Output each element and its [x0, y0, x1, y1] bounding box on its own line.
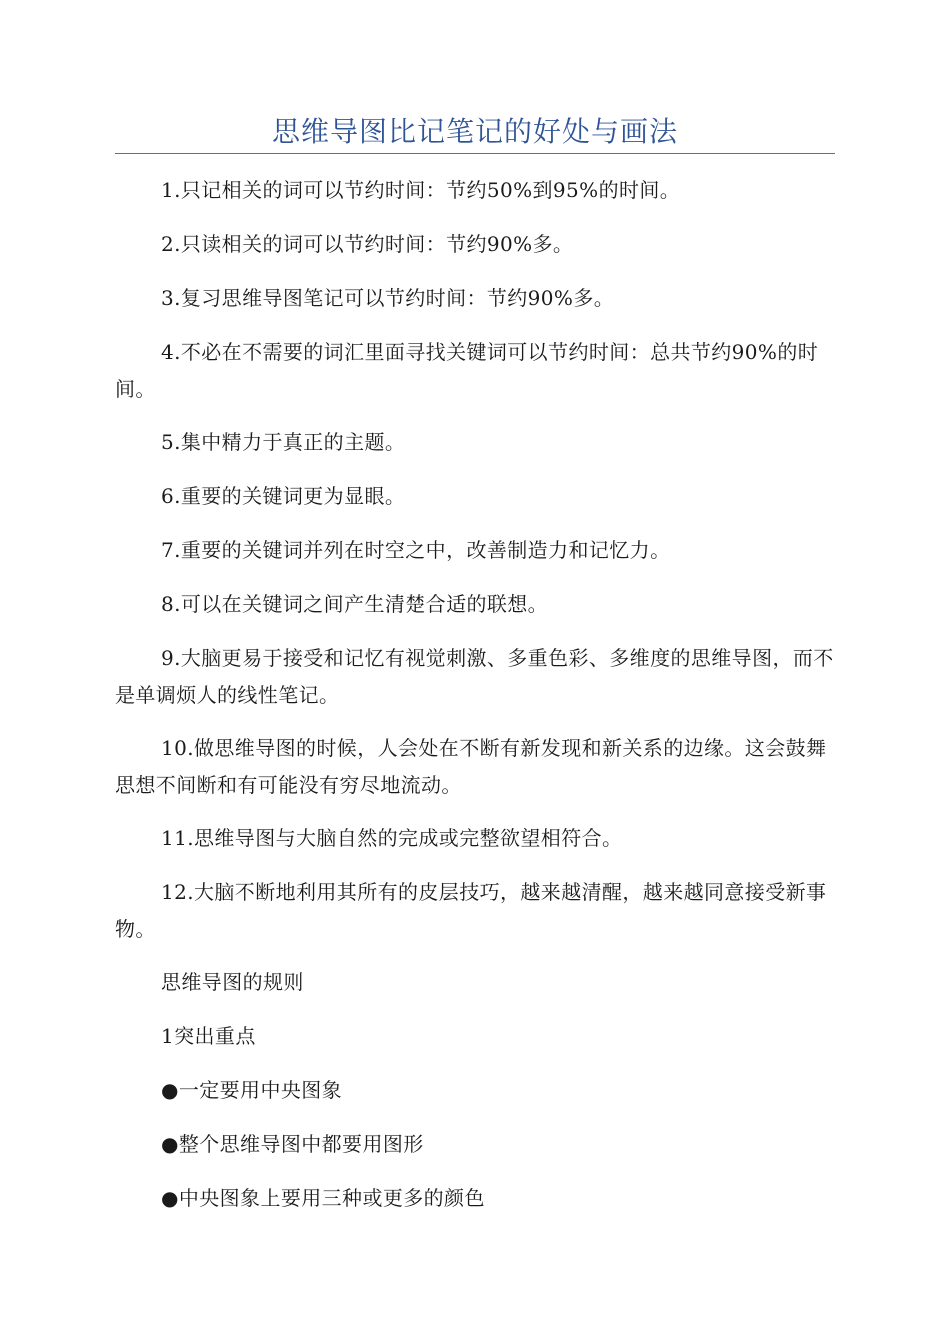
section-heading-rules: 思维导图的规则 [161, 970, 304, 994]
paragraph-4: 4.不必在不需要的词汇里面寻找关键词可以节约时间：总共节约90%的时间。 [115, 340, 819, 401]
document-title: 思维导图比记笔记的好处与画法 [271, 115, 678, 148]
paragraph-1: 1.只记相关的词可以节约时间：节约50%到95%的时间。 [161, 178, 681, 202]
bullet-item-2: ●整个思维导图中都要用图形 [161, 1132, 424, 1156]
paragraph-9: 9.大脑更易于接受和记忆有视觉刺激、多重色彩、多维度的思维导图，而不是单调烦人的线性笔记。 [115, 646, 834, 707]
bullet-item-3: ●中央图象上要用三种或更多的颜色 [161, 1186, 485, 1210]
document-body [115, 172, 835, 1234]
paragraph-8: 8.可以在关键词之间产生清楚合适的联想。 [161, 592, 549, 616]
paragraph-6: 6.重要的关键词更为显眼。 [161, 484, 406, 508]
paragraph-12: 12.大脑不断地利用其所有的皮层技巧，越来越清醒，越来越同意接受新事物。 [115, 880, 827, 941]
rule-heading-1: 1突出重点 [161, 1024, 256, 1048]
paragraph-5: 5.集中精力于真正的主题。 [161, 430, 406, 454]
bullet-item-1: ●一定要用中央图象 [161, 1078, 343, 1102]
title-underline [115, 153, 835, 154]
paragraph-2: 2.只读相关的词可以节约时间：节约90%多。 [161, 232, 574, 256]
paragraph-3: 3.复习思维导图笔记可以节约时间：节约90%多。 [161, 286, 615, 310]
paragraph-11: 11.思维导图与大脑自然的完成或完整欲望相符合。 [161, 826, 623, 850]
paragraph-10: 10.做思维导图的时候，人会处在不断有新发现和新关系的边缘。这会鼓舞思想不间断和有可能没有穷尽地流动。 [115, 736, 827, 797]
paragraph-7: 7.重要的关键词并列在时空之中，改善制造力和记忆力。 [161, 538, 671, 562]
